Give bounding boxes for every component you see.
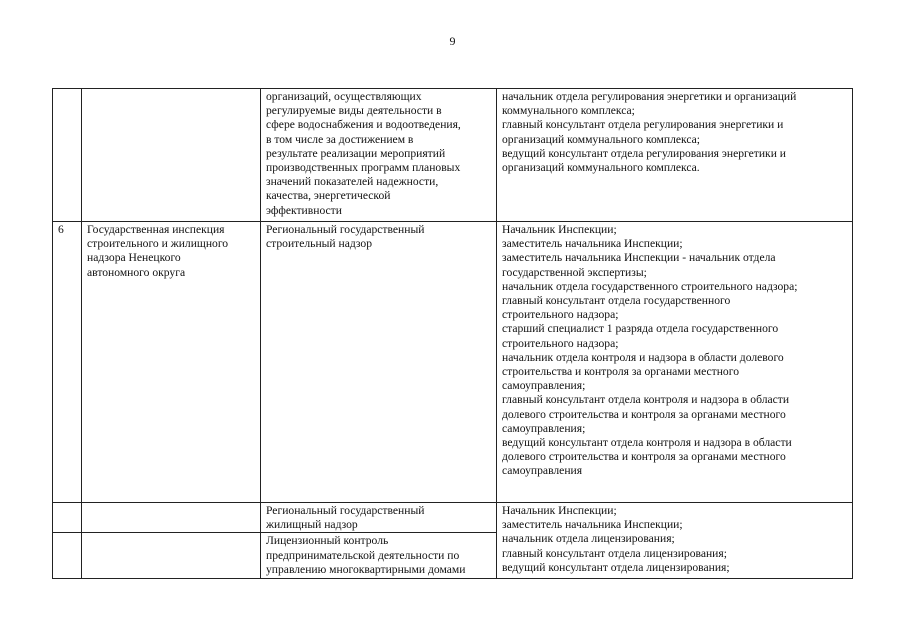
officials-cell [497,503,853,579]
table-row [53,89,853,222]
page-number: 9 [449,34,456,48]
row-number-cell [53,533,82,579]
control-type: Региональный государственный жилищный надзор [266,504,425,532]
control-type-cell [261,222,497,503]
row-number: 6 [58,223,64,236]
table-row [53,222,853,503]
table-row [53,503,853,533]
officials-table [52,88,853,579]
control-type-cell [261,503,497,533]
row-number-cell [53,89,82,222]
control-type: организаций, осуществляющих регулируемые виды деятельности в сфере водоснабжения и водоотведения, в том числе за достижением в результате реализации мероприятий производственных программ плановых значений показателей надежности, качества, энергетической эффективности [266,90,461,217]
officials-cell [497,89,853,222]
authority-cell [82,533,261,579]
control-type: Региональный государственный строительный надзор [266,223,425,251]
authority-cell [82,222,261,503]
authority-name: Государственная инспекция строительного и жилищного надзора Ненецкого автономного округа [87,223,229,279]
row-number-cell [53,222,82,503]
officials-list: начальник отдела регулирования энергетики и организаций коммунального комплекса; главный консультант отдела регулирования энергетики и организаций коммунального комплекса; ведущий консультант отдела регулирования энергетики и организаций коммунального комплекса. [502,90,797,175]
authority-cell [82,503,261,533]
row-number-cell [53,503,82,533]
officials-cell [497,222,853,503]
officials-list: Начальник Инспекции; заместитель начальника Инспекции; начальник отдела лицензирования; главный консультант отдела лицензирования; ведущий консультант отдела лицензирования; [502,504,730,574]
officials-list: Начальник Инспекции; заместитель начальника Инспекции; заместитель начальника Инспекции - начальник отдела государственной экспертизы; начальник отдела государственного строительного надзора; главный консультант отдела государственного строительного надзора; старший специалист 1 разряда отдела государственного строительного надзора; начальник отдела контроля и надзора в области долевого строительства и контроля за органами местного самоуправления; главный консультант отдела контроля и надзора в области долевого строительства и контроля за органами местного самоуправления; ведущий консультант отдела контроля и надзора в области долевого строительства и контроля за органами местного самоуправления [502,223,798,478]
control-type-cell [261,533,497,579]
authority-cell [82,89,261,222]
control-type: Лицензионный контроль предпринимательской деятельности по управлению многоквартирными домами [266,534,466,576]
control-type-cell [261,89,497,222]
